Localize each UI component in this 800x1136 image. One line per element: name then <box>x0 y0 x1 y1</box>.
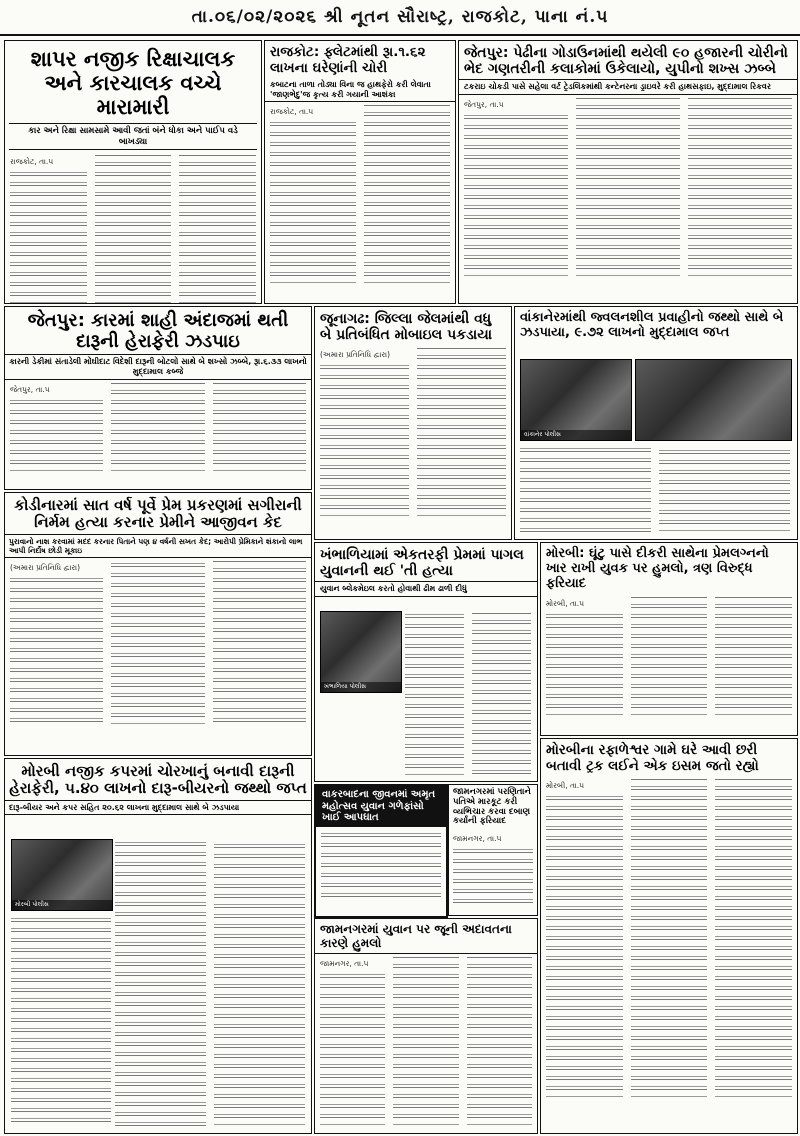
text-lines <box>320 348 511 518</box>
story-wankaner <box>514 306 798 540</box>
headline-morbi-ghuntu: મોરબી: ઘૂંટુ પાસે દીકરી સાથેના પ્રેમલગ્નનો ખાર રાખી યુવક પર હુમલો, ત્રણ વિરુદ્ધ ફરિયાદ <box>546 546 769 591</box>
headline-wankaner: વાંકાનેરમાંથી જ્વલનશીલ પ્રવાહીનો જથ્થો સાથે બે ઝડપાયા, ૯.૭૨ લાખનો મુદ્દામાલ જપ્ત <box>520 310 784 340</box>
story-jetpur-liquor <box>4 306 312 490</box>
text-lines <box>464 98 797 278</box>
text-lines <box>11 915 111 1127</box>
body-text <box>449 830 537 904</box>
body-text <box>459 95 797 281</box>
photo-caption: ખંભાળિયા પોલીસ <box>321 682 401 692</box>
text-lines <box>270 105 455 285</box>
headline-jamnagar-wife: જામનગરમાં પરણિતાને પતિએ મારકૂટ કરી વ્યભિચાર કરવા દબાણ કર્યાની ફરિયાદ <box>453 787 531 827</box>
story-morbi-kapar <box>4 758 312 1134</box>
photo-wankaner-2 <box>635 359 792 441</box>
story-morbi-rafaleshwar <box>540 738 798 1134</box>
headline-jetpur-godown: જેતપુર: પેઢીના ગોડાઉનમાંથી થયેલી ૯૦ હજારની ચોરીનો ભેદ ગણતરીની કલાકોમાં ઉકેલાયો, યુપીનો શખ્સ ઝબ્બે <box>464 45 788 78</box>
story-jetpur-godown <box>458 40 798 304</box>
text-lines <box>546 779 797 1099</box>
story-jamnagar-youth <box>314 918 538 1134</box>
text-lines <box>405 611 531 775</box>
text-lines <box>10 383 311 473</box>
story-vakarbad <box>314 784 448 918</box>
story-kodinar <box>4 492 312 756</box>
story-junagadh-jail <box>314 306 512 540</box>
subhead-morbi-kapar: દારૂ-બીયર અને કપર સહિત ૨૦.૬૨ લાખના મુદ્દામાલ સાથે બે ઝડપાયા <box>5 800 311 816</box>
text-lines <box>10 561 311 726</box>
headline-shapar: શાપર નજીક રિક્ષાચાલક અને કારચાલક વચ્ચે મારામારી <box>30 47 236 120</box>
body-text <box>541 776 797 1102</box>
body-text <box>315 954 537 1130</box>
dateline: મોરબી, તા.૫ <box>546 598 585 608</box>
text-lines <box>520 445 790 533</box>
story-shapar <box>4 40 262 304</box>
body-text <box>11 915 111 1127</box>
headline-jamnagar-youth: જામનગરમાં યુવાન પર જૂની અદાવતના કારણે હુમલો <box>315 919 537 954</box>
masthead <box>0 0 800 36</box>
story-morbi-ghuntu <box>540 542 798 736</box>
dateline: જામનગર, તા.૫ <box>320 958 369 968</box>
dateline: (અમારા પ્રતિનિધિ દ્વારા) <box>10 562 81 572</box>
text-lines <box>115 839 305 1127</box>
headline-kodinar: કોડીનારમાં સાત વર્ષ પૂર્વે પ્રેમ પ્રકરણમાં સગીરાની નિર્મમ હત્યા કરનાર પ્રેમીને આજીવન કેદ <box>14 496 302 532</box>
body-text <box>5 380 311 476</box>
dateline: મોરબી, તા.૫ <box>546 781 585 791</box>
subhead-jetpur-godown: ટકરાઇ ચોકડી પાસે સહેલા વર્ટ ટ્રેડલિંકમાંથી કન્ટેનરના ડ્રાઇવરે કરી હાથસફાઇ, મુદ્દામાલ રિકવર <box>459 79 797 95</box>
headline-junagadh-jail: જૂનાગઢ: જિલ્લા જેલમાંથી વધુ બે પ્રતિબંધિત મોબાઇલ પકડાયા <box>320 311 493 344</box>
body-text <box>520 445 790 533</box>
text-lines <box>321 830 441 903</box>
subhead-rajkot-flat: કબાટના તાળા તોડ્યા વિના જ હાથફેરો કરી લેવાતા 'જાણભેદુ'જ કૃત્ય કરી ગયાની આશંકા <box>265 78 455 102</box>
text-lines <box>453 846 533 904</box>
body-text <box>265 102 455 288</box>
photo-khambhaliya <box>320 611 402 693</box>
body-text <box>315 345 511 521</box>
body-text <box>405 611 531 775</box>
dateline: (અમારા પ્રતિનિધિ દ્વારા) <box>320 350 391 360</box>
story-khambhaliya <box>314 542 538 782</box>
story-rajkot-flat <box>264 40 456 304</box>
photo-wankaner-1 <box>520 359 632 441</box>
photo-caption: વાંકાનેર પોલીસ <box>521 430 631 440</box>
text-lines <box>10 155 261 304</box>
body-text <box>5 558 311 729</box>
dateline: જેતપુર, તા.૫ <box>10 384 50 394</box>
masthead-text: તા.૦૬/૦૨/૨૦૨૬ શ્રી નૂતન સૌરાષ્ટ્ર, રાજકોટ, પાના નં.૫ <box>191 7 609 27</box>
dateline: જામનગર, તા.૫ <box>453 834 502 844</box>
headline-morbi-kapar: મોરબી નજીક કપરમાં ચોરખાનું બનાવી દારૂની હેરાફેરી, ૫.૪૦ લાખનો દારૂ-બીયરનો જથ્થો જપ્ત <box>9 762 307 798</box>
subhead-kodinar: પુરાવાનો નાશ કરવામાં મદદ કરનાર પિતાને પણ ૪ વર્ષની સખત કેદ; આરોપી પ્રેમિકાને શંકાનો લાભ આપી નિર્દોષ છોડી મૂકાઇ <box>5 534 311 558</box>
photo-caption: મોરબી પોલીસ <box>12 900 112 910</box>
body-text <box>541 594 797 720</box>
dateline: જેતપુર, તા.૫ <box>464 99 504 109</box>
headline-vakarbad: વાકરબાદના જીવનમાં અમૃત મહોત્સવ યુવાન ગળેફાંસો ખાઈ આપઘાત <box>316 786 446 827</box>
story-jamnagar-wife <box>448 784 538 916</box>
text-lines <box>546 597 797 717</box>
dateline: રાજકોટ, તા.૫ <box>10 156 54 166</box>
headline-khambhaliya: ખંભાળિયામાં એકતરફી પ્રેમમાં પાગલ યુવાનની થઈ 'તી હત્યા <box>320 547 524 580</box>
subhead-shapar: કાર અને રિક્ષા સામસામે આવી જતાં બંને ધોકા અને પાઈપ વડે બાખડ્યા <box>9 123 257 149</box>
text-lines <box>320 957 537 1127</box>
headline-morbi-rafaleshwar: મોરબીના રફાળેશ્વર ગામે ઘરે આવી છરી બતાવી ટ્રક લઈને એક ઇસમ જતો રહ્યો <box>546 742 759 774</box>
body-text <box>115 839 305 1127</box>
body-text <box>5 152 261 304</box>
body-text <box>316 827 446 903</box>
photo-morbi-kapar <box>11 839 113 911</box>
subhead-khambhaliya: યુવાન બ્લેકમેઇલ કરતો હોવાથી ઢીમ ઢાળી દીધું <box>315 581 537 597</box>
headline-jetpur-liquor: જેતપુર: કારમાં શાહી અંદાજમાં થતી દારૂની હેરાફેરી ઝડપાઇ <box>27 310 289 352</box>
dateline: રાજકોટ, તા.૫ <box>270 107 314 117</box>
subhead-jetpur-liquor: કારની ડેકીમાં સંતાડેલી મોંઘીદાટ વિદેશી દારૂની બોટલો સાથે બે શખ્સો ઝબ્બે, રૂા.૬.૩૩ લાખનો મુદ્દામાલ કબ્જે <box>5 354 311 379</box>
headline-rajkot-flat: રાજકોટ: ફ્લેટમાંથી રૂા.૧.૬૨ લાખના ઘરેણાંની ચોરી <box>270 44 426 76</box>
